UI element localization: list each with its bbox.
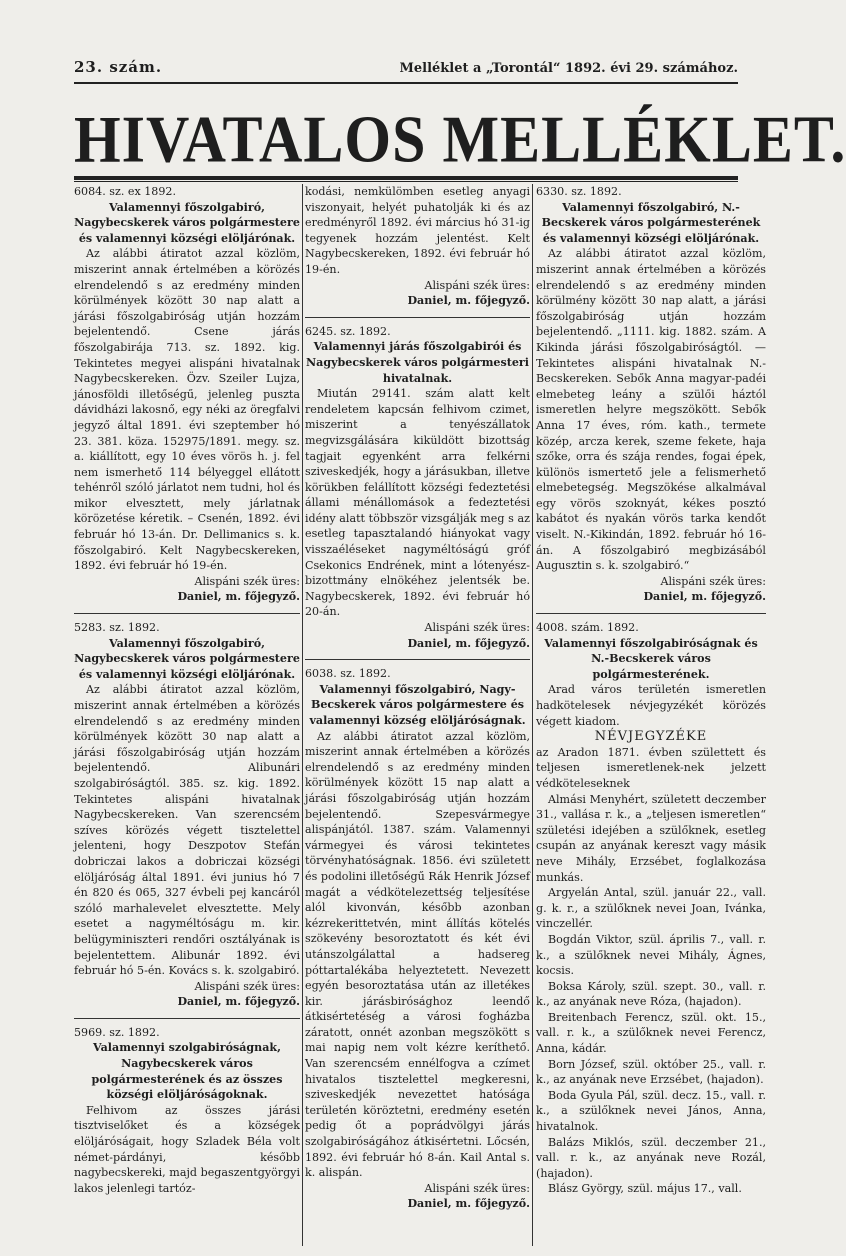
signature-line: Alispáni szék üres: xyxy=(424,278,530,292)
list-entry: Boksa Károly, szül. szept. 30., vall. r. k., az anyának neve Róza, (hajadon). xyxy=(536,979,766,1009)
article-number: 6330. sz. 1892. xyxy=(536,185,622,198)
supplement-reference: Melléklet a „Torontál“ 1892. évi 29. számához. xyxy=(399,61,738,76)
article-number: 6245. sz. 1892. xyxy=(305,324,391,338)
signature-line: Alispáni szék üres: xyxy=(194,979,300,993)
article-separator xyxy=(74,613,300,614)
article-body: Az alábbi átiratot azzal közlöm, miszerint annak értelmében a körözés elrendelendő s az eredmény minden körülmény között 30 nap alatt, a járási főszolgabiróság utján hozzám bejelentendő. „1111. kig. 1882. szám. A Kikinda járási főszolgabiróságtól. — Tekintetes alispáni hivatalnak N.-Becskereken. Sebők Anna magyar-padéi elmebeteg leány a szülői háztól ismeretlen helyre megszökött. Sebők Anna 17 éves, róm. kath., termete közép, arcza kerek, szeme fekete, haja szőke, orra és szája rendes, fogai épek, különös ismertető jele a felismerhető elmebetegség. Megszökése alkalmával egy vörös szoknyát, kékes posztó kabátot és nyakán vörös tarka kendőt viselt. N.-Kikindán, 1892. február hó 16-án. A főszolgabiró megbizásából Augusztin s. k. szolgabiró.“ xyxy=(536,247,766,573)
signature-line: Alispáni szék üres: xyxy=(194,574,300,588)
signature-line: Alispáni szék üres: xyxy=(424,1181,530,1195)
list-entry: Almási Menyhért, született deczember 31., vallása r. k., a „teljesen ismeretlen“ születési idejében a szülőknek, esetleg csupán az anyának kereszt vagy másik neve Mihály, Erzsébet, foglalkozása munkás. xyxy=(536,792,766,884)
article-number: 4008. szám. 1892. xyxy=(536,621,639,635)
title-rule-thin xyxy=(74,181,738,182)
list-entry: Breitenbach Ferencz, szül. okt. 15., vall. r. k., a szülőknek nevei Ferencz, Anna, kádár. xyxy=(536,1010,766,1056)
column-divider xyxy=(532,184,533,1246)
list-entry: Balázs Miklós, szül. deczember 21., vall. r. k., az anyának neve Rozál, (hajadon). xyxy=(536,1135,766,1180)
signature-name: Daniel, m. főjegyző. xyxy=(177,590,300,604)
column-2 xyxy=(305,184,530,1246)
list-entry: Born József, szül. október 25., vall. r. k., az anyának neve Erzsébet, (hajadon). xyxy=(536,1057,766,1087)
article-address: Valamennyi főszolgabiró, N.-Becskerek város polgármesterének és valamennyi községi elöljárónak. xyxy=(541,200,761,245)
article-body: Az alábbi átiratot azzal közlöm, miszerint annak értelmében a körözés elrendelendő s az eredmény minden körülmények között 15 nap alatt a járási főszolgabiróság utján hozzám bejelentendő. Szepesvármegye alispánjától. 1387. szám. Valamennyi vármegyei és városi tekintetes törvényhatóságnak. 1856. évi született és podolini illetőségű Rák Henrik József magát a védkötelezettség teljesítése alól kivonván, később azonban kézrekerittetvén, mint állítás kötelés szökevény besoroztatott és két évi utánszolgálattal a hadsereg póttartalékába helyeztetett. Nevezett egyén besoroztatása után az illetékes kir. járásbirósághoz leendő átkisértetéség a városi fogházba záratott, onnét azonban megszökött s mai napig nem volt kézre keríthető. Van szerencsém ennélfogva a czímet hivatalos tisztelettel megkeresni, sziveskedjék nevezettet hatósága területén köröztetni, eredmény esetén pedig őt a poprádvölgyi járás szolgabiróságához átkisértetni. Lőcsén, 1892. évi február hó 8-án. Kail Antal s. k. alispán. xyxy=(305,729,530,1180)
article-address: Valamennyi főszolgabiró, Nagybecskerek város polgármestere és valamennyi községi elöljárónak. xyxy=(74,636,300,681)
column-3 xyxy=(536,184,766,1246)
list-heading: NÉVJEGYZÉKE xyxy=(594,729,708,745)
list-entry: Bogdán Viktor, szül. április 7., vall. r. k., a szülőknek nevei Mihály, Ágnes, kocsis. xyxy=(536,932,766,978)
header-row xyxy=(74,58,738,80)
article-body: kodási, nemkülömben esetleg anyagi viszonyait, helyét puhatolják ki és az eredményről 1892. évi március hó 31-ig tegyenek hozzám jelentést. Kelt Nagybecskereken, 1892. évi február hó 19-én. xyxy=(305,185,530,276)
list-entry: Argyelán Antal, szül. január 22., vall. g. k. r., a szülőknek nevei Joan, Ivánka, vinczellér. xyxy=(536,886,766,931)
article-separator xyxy=(305,659,530,660)
article-separator xyxy=(305,317,530,318)
article-body: Felhivom az összes járási tisztviselőket és a községek elöljáróságait, hogy Szladek Béla volt német-párdányi, később nagybecskereki, majd begaszentgyörgyi lakos jelenlegi tartóz- xyxy=(74,1103,300,1195)
column-divider xyxy=(302,184,303,1246)
signature-name: Daniel, m. főjegyző. xyxy=(177,995,300,1009)
article-separator xyxy=(536,613,766,614)
article-body: Miután 29141. szám alatt kelt rendeletem kapcsán felhivom czimet, miszerint a tenyészállatok megvizsgálására kiküldött bizottság tagjait egyenként arra felkérni sziveskedjék, hogy a járásukban, illetve körükben felállított községi fedeztetési állami ménállomások a fedeztetési idény alatt többször vizsgálják meg s az esetleg tapasztalandó hiányokat vagy visszaéléseket nagyméltóságú gróf Csekonics Endrének, mint a lótenyész-bizottmány elnökéhez jelentsék be. Nagybecskerek, 1892. évi február hó 20-án. xyxy=(305,387,530,619)
article-address: Valamennyi járás főszolgabirói és Nagybecskerek város polgármesteri hivatalnak. xyxy=(306,340,529,385)
list-entry: Blász György, szül. május 17., vall. xyxy=(548,1182,742,1196)
article-number: 5969. sz. 1892. xyxy=(74,1025,160,1039)
article-address: Valamennyi főszolgabiróságnak és N.-Becskerek város polgármesterének. xyxy=(544,636,758,681)
issue-number: 23. szám. xyxy=(74,58,163,76)
list-intro: az Aradon 1871. évben születtett és teljesen ismeretlenek-nek jelzett védköteleseknek xyxy=(536,745,766,790)
signature-name: Daniel, m. főjegyző. xyxy=(407,1197,530,1211)
signature-line: Alispáni szék üres: xyxy=(424,621,530,635)
column-1 xyxy=(74,184,300,1246)
page-title: HIVATALOS MELLÉKLET. xyxy=(74,102,846,176)
header-rule xyxy=(74,82,738,84)
article-address: Valamennyi szolgabiróságnak, Nagybecskerek város polgármesterének és az összes községi elöljáróságoknak. xyxy=(91,1041,283,1102)
list-entry: Boda Gyula Pál, szül. decz. 15., vall. r. k., a szülőknek nevei János, Anna, hivatalnok. xyxy=(536,1088,766,1134)
article-body: Az alábbi átiratot azzal közlöm, miszerint annak értelmében a körözés elrendelendő s az eredmény minden körülmények között 30 nap alatt a járási főszolgabiróság utján hozzám bejelentendő. Csene járás főszolgabirája 713. sz. 1892. kig. Tekintetes megyei alispáni hivatalnak Nagybecskereken. Özv. Szeiler Lujza, jánosföldi illetőségű, jelenleg puszta dávidházi lakosnő, egy néki az öregfalvi jegyző által 1891. évi szeptember hó 23. 381. köza. 152975/1891. megy. sz. a. kiállított, egy 10 éves vörös h. j. fel nem ismerhető 114 bélyeggel ellátott tehénről szóló járlatot nem tudni, hol és mikor elvesztett, mely járlatnak körözetése kéretik. – Csenén, 1892. évi február hó 13-án. Dr. Dellimanics s. k. főszolgabiró. Kelt Nagybecskereken, 1892. évi február hó 19-én. xyxy=(74,247,300,573)
article-address: Valamennyi főszolgabiró, Nagy-Becskerek város polgármestere és valamennyi község elöljáróságnak. xyxy=(309,682,526,727)
signature-name: Daniel, m. főjegyző. xyxy=(407,636,530,650)
article-body: Arad város területén ismeretlen hadkötelesek névjegyzékét körözés végett kiadom. xyxy=(536,683,766,728)
article-separator xyxy=(74,1018,300,1019)
title-rule-thick xyxy=(74,176,738,180)
article-number: 6038. sz. 1892. xyxy=(305,667,391,681)
signature-name: Daniel, m. főjegyző. xyxy=(407,294,530,308)
article-number: 5283. sz. 1892. xyxy=(74,621,160,635)
article-address: Valamennyi főszolgabiró, Nagybecskerek város polgármestere és valamennyi községi elöljárónak. xyxy=(74,200,300,245)
signature-name: Daniel, m. főjegyző. xyxy=(643,590,766,604)
signature-line: Alispáni szék üres: xyxy=(660,574,766,588)
article-body: Az alábbi átiratot azzal közlöm, miszerint annak értelmében a körözés elrendelendő s az eredmény minden körülmények között 30 nap alatt a járási főszolgabiróság utján hozzám bejelentendő. Alibunári szolgabiróságtól. 385. sz. kig. 1892. Tekintetes alispáni hivatalnak Nagybecskereken. Van szerencsém szíves körözés végett tisztelettel jelenteni, hogy Deszpotov Stefán dobriczai lakos a dobriczai községi elöljáróság által 1891. évi junius hó 7 én 820 és 065, 327 évbeli pej kancáról szóló marhalevelet elvesztette. Mely esetet a nagyméltóságu m. kir. belügyminiszteri rendőri osztályának is bejelentettem. Alibunár 1892. évi február hó 5-én. Kovács s. k. szolgabiró. xyxy=(74,683,300,978)
article-number: 6084. sz. ex 1892. xyxy=(74,185,176,198)
